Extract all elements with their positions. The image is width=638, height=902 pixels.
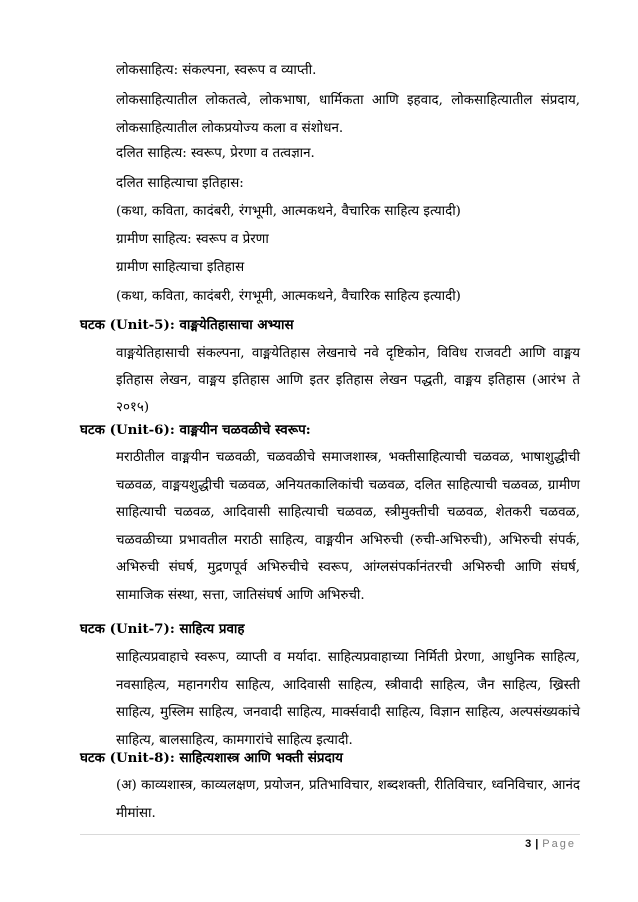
paragraph: साहित्यप्रवाहाचे स्वरूप, व्याप्ती व मर्यादा. साहित्यप्रवाहाच्या निर्मिती प्रेरणा, आधुनिक साहित्य, नवसाहित्य, महानगरीय साहित्य, आदिवासी साहित्य, स्त्रीवादी साहित्य, जैन साहित्य, ख्रिस्ती साहित्य, मुस्लिम साहित्य, जनवादी साहित्य, मार्क्सवादी साहित्य, विज्ञान साहित्य, अल्पसंख्यकांचे साहित्य, बालसाहित्य, कामगारांचे साहित्य इत्यादी. xyxy=(116,650,580,748)
text-line: (कथा, कविता, कादंबरी, रंगभूमी, आत्मकथने, वैचारिक साहित्य इत्यादी) xyxy=(116,289,461,304)
page-footer xyxy=(525,837,576,851)
text-line: ग्रामीण साहित्य: स्वरूप व प्रेरणा xyxy=(116,232,269,247)
unit-5-heading: घटक (Unit-5): वाङ्मयेतिहासाचा अभ्यास xyxy=(80,317,294,333)
paragraph: वाङ्मयेतिहासाची संकल्पना, वाङ्मयेतिहास लेखनाचे नवे दृष्टिकोन, विविध राजवटी आणि वाङ्मय इतिहास लेखन, वाङ्मय इतिहास आणि इतर इतिहास लेखन पद्धती, वाङ्मय इतिहास (आरंभ ते २०१५) xyxy=(116,346,580,415)
footer-divider xyxy=(80,834,580,835)
footer-separator: | xyxy=(535,838,539,850)
unit-7-heading: घटक (Unit-7): साहित्य प्रवाह xyxy=(80,621,245,637)
text-line: (कथा, कविता, कादंबरी, रंगभूमी, आत्मकथने, वैचारिक साहित्य इत्यादी) xyxy=(116,204,461,219)
paragraph: (अ) काव्यशास्त्र, काव्यलक्षण, प्रयोजन, प्रतिभाविचार, शब्दशक्ती, रीतिविचार, ध्वनिविचार, आनंद मीमांसा. xyxy=(116,778,580,821)
unit-8-heading: घटक (Unit-8): साहित्यशास्त्र आणि भक्ती संप्रदाय xyxy=(80,750,343,766)
text-line: लोकसाहित्य: संकल्पना, स्वरूप व व्याप्ती. xyxy=(116,63,317,78)
text-line: दलित साहित्याचा इतिहास: xyxy=(116,176,244,191)
page-label: Page xyxy=(542,838,576,850)
text-line: दलित साहित्य: स्वरूप, प्रेरणा व तत्वज्ञान. xyxy=(116,146,315,161)
paragraph: लोकसाहित्यातील लोकतत्वे, लोकभाषा, धार्मिकता आणि इहवाद, लोकसाहित्यातील संप्रदाय, लोकसाहित्यातील लोकप्रयोज्य कला व संशोधन. xyxy=(116,93,580,136)
text-line: ग्रामीण साहित्याचा इतिहास xyxy=(116,260,245,275)
page-number: 3 xyxy=(525,838,532,850)
unit-6-heading: घटक (Unit-6): वाङ्मयीन चळवळीचे स्वरूप: xyxy=(80,422,311,438)
paragraph: मराठीतील वाङ्मयीन चळवळी, चळवळीचे समाजशास्त्र, भक्तीसाहित्याची चळवळ, भाषाशुद्धीची चळवळ, वाङ्मयशुद्धीची चळवळ, अनियतकालिकांची चळवळ, दलित साहित्याची चळवळ, ग्रामीण साहित्याची चळवळ, आदिवासी साहित्याची चळवळ, स्त्रीमुक्तीची चळवळ, शेतकरी चळवळ, चळवळीच्या प्रभावतील मराठी साहित्य, वाङ्मयीन अभिरुची (रुची-अभिरुची), अभिरुची संपर्क, अभिरुची संघर्ष, मुद्रणपूर्व अभिरुचीचे स्वरूप, आंग्लसंपर्कानंतरची अभिरुची आणि संघर्ष, सामाजिक संस्था, सत्ता, जातिसंघर्ष आणि अभिरुची. xyxy=(116,450,580,603)
